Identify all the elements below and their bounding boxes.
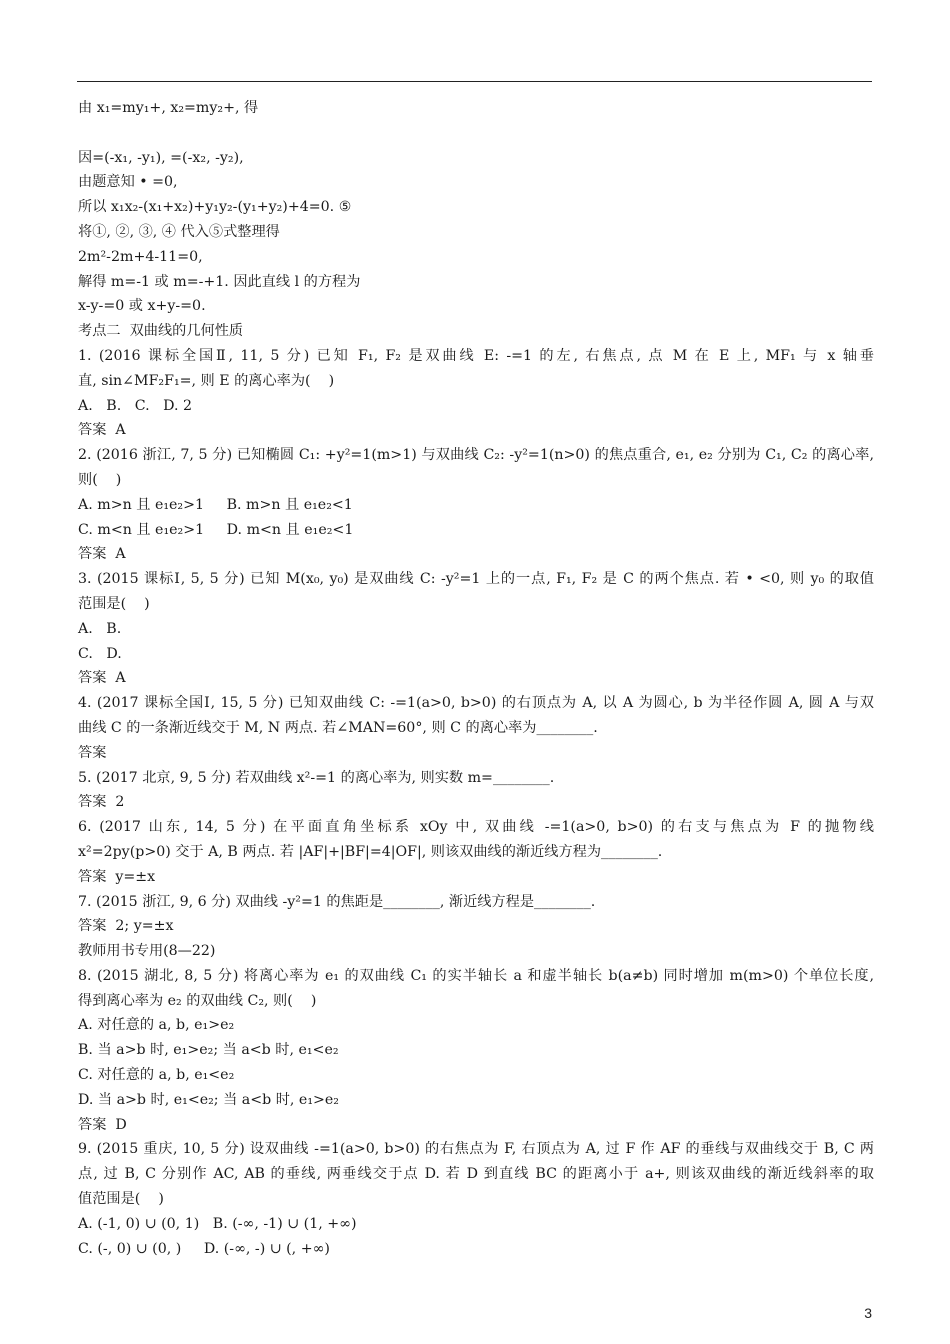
- text-line: A. (-1, 0) ∪ (0, 1) B. (-∞, -1) ∪ (1, +∞): [78, 1215, 357, 1232]
- text-line: 将①, ②, ③, ④ 代入⑤式整理得: [78, 223, 280, 240]
- text-line: C. D.: [78, 645, 122, 662]
- text-line: 2. (2016 浙江, 7, 5 分) 已知椭圆 C₁: +y²=1(m>1) 与双曲线 C₂: -y²=1(n>0) 的焦点重合, e₁, e₂ 分别为 C₁, C₂ 的离心率,: [78, 447, 874, 464]
- text-line: 答案 y=±x: [78, 868, 156, 885]
- text-line: 由 x₁=my₁+, x₂=my₂+, 得: [78, 100, 259, 116]
- text-line: C. m<n 且 e₁e₂>1 D. m<n 且 e₁e₂<1: [78, 521, 354, 538]
- text-line: 范围是( ): [78, 595, 150, 612]
- text-line: 答案: [78, 744, 107, 761]
- text-line: 则( ): [78, 471, 122, 488]
- text-line: 答案 2; y=±x: [78, 918, 174, 935]
- text-line: D. 当 a>b 时, e₁<e₂; 当 a<b 时, e₁>e₂: [78, 1091, 339, 1108]
- text-line: 1. (2016 课标全国Ⅱ, 11, 5 分) 已知 F₁, F₂ 是双曲线 E: -=1 的左, 右焦点, 点 M 在 E 上, MF₁ 与 x 轴垂: [78, 347, 874, 364]
- text-line: 9. (2015 重庆, 10, 5 分) 设双曲线 -=1(a>0, b>0) 的右焦点为 F, 右顶点为 A, 过 F 作 AF 的垂线与双曲线交于 B, C 两: [78, 1141, 874, 1158]
- text-line: 考点二 双曲线的几何性质: [78, 323, 244, 340]
- text-line: 得到离心率为 e₂ 的双曲线 C₂, 则( ): [78, 992, 317, 1009]
- text-line: 教师用书专用(8—22): [78, 943, 216, 960]
- text-line: 由题意知 • =0,: [78, 174, 178, 191]
- text-line: 8. (2015 湖北, 8, 5 分) 将离心率为 e₁ 的双曲线 C₁ 的实半轴长 a 和虚半轴长 b(a≠b) 同时增加 m(m>0) 个单位长度,: [78, 967, 874, 984]
- text-line: 值范围是( ): [78, 1191, 164, 1208]
- text-line: 5. (2017 北京, 9, 5 分) 若双曲线 x²-=1 的离心率为, 则实数 m=________.: [78, 769, 555, 786]
- page-number: 3: [864, 1305, 872, 1321]
- text-line: 所以 x₁x₂-(x₁+x₂)+y₁y₂-(y₁+y₂)+4=0. ⑤: [78, 199, 352, 216]
- text-line: x-y-=0 或 x+y-=0.: [78, 298, 206, 315]
- text-line: [78, 121, 874, 146]
- text-line: 答案 2: [78, 794, 125, 811]
- text-line: 解得 m=-1 或 m=-+1. 因此直线 l 的方程为: [78, 273, 361, 290]
- text-line: 7. (2015 浙江, 9, 6 分) 双曲线 -y²=1 的焦距是________, 渐近线方程是________.: [78, 893, 596, 910]
- text-line: C. (-, 0) ∪ (0, ) D. (-∞, -) ∪ (, +∞): [78, 1240, 330, 1257]
- text-line: 点, 过 B, C 分别作 AC, AB 的垂线, 两垂线交于点 D. 若 D 到直线 BC 的距离小于 a+, 则该双曲线的渐近线斜率的取: [78, 1166, 874, 1183]
- text-line: 因=(-x₁, -y₁), =(-x₂, -y₂),: [78, 149, 244, 166]
- header-rule: [77, 81, 872, 82]
- text-line: 4. (2017 课标全国Ⅰ, 15, 5 分) 已知双曲线 C: -=1(a>0, b>0) 的右顶点为 A, 以 A 为圆心, b 为半径作圆 A, 圆 A 与双: [78, 695, 874, 712]
- text-line: 直, sin∠MF₂F₁=, 则 E 的离心率为( ): [78, 372, 335, 389]
- text-line: C. 对任意的 a, b, e₁<e₂: [78, 1067, 235, 1084]
- text-line: A. B. C. D. 2: [78, 397, 193, 414]
- text-line: A. B.: [78, 620, 122, 637]
- text-line: 6. (2017 山东, 14, 5 分) 在平面直角坐标系 xOy 中, 双曲线 -=1(a>0, b>0) 的右支与焦点为 F 的抛物线: [78, 819, 874, 836]
- text-line: 答案 A: [78, 546, 126, 563]
- text-line: 曲线 C 的一条渐近线交于 M, N 两点. 若∠MAN=60°, 则 C 的离心率为________.: [78, 719, 598, 736]
- text-line: x²=2py(p>0) 交于 A, B 两点. 若 |AF|+|BF|=4|OF|, 则该双曲线的渐近线方程为________.: [78, 843, 663, 860]
- text-line: 答案 A: [78, 670, 126, 687]
- text-line: A. 对任意的 a, b, e₁>e₂: [78, 1017, 235, 1034]
- text-line: 答案 A: [78, 422, 126, 439]
- text-line: 3. (2015 课标Ⅰ, 5, 5 分) 已知 M(x₀, y₀) 是双曲线 C: -y²=1 上的一点, F₁, F₂ 是 C 的两个焦点. 若 • <0, 则 y₀ 的取值: [78, 571, 874, 588]
- document-body: [78, 96, 874, 1261]
- text-line: 2m²-2m+4-11=0,: [78, 248, 203, 265]
- text-line: 答案 D: [78, 1116, 127, 1133]
- text-line: B. 当 a>b 时, e₁>e₂; 当 a<b 时, e₁<e₂: [78, 1042, 339, 1059]
- text-line: A. m>n 且 e₁e₂>1 B. m>n 且 e₁e₂<1: [78, 496, 353, 513]
